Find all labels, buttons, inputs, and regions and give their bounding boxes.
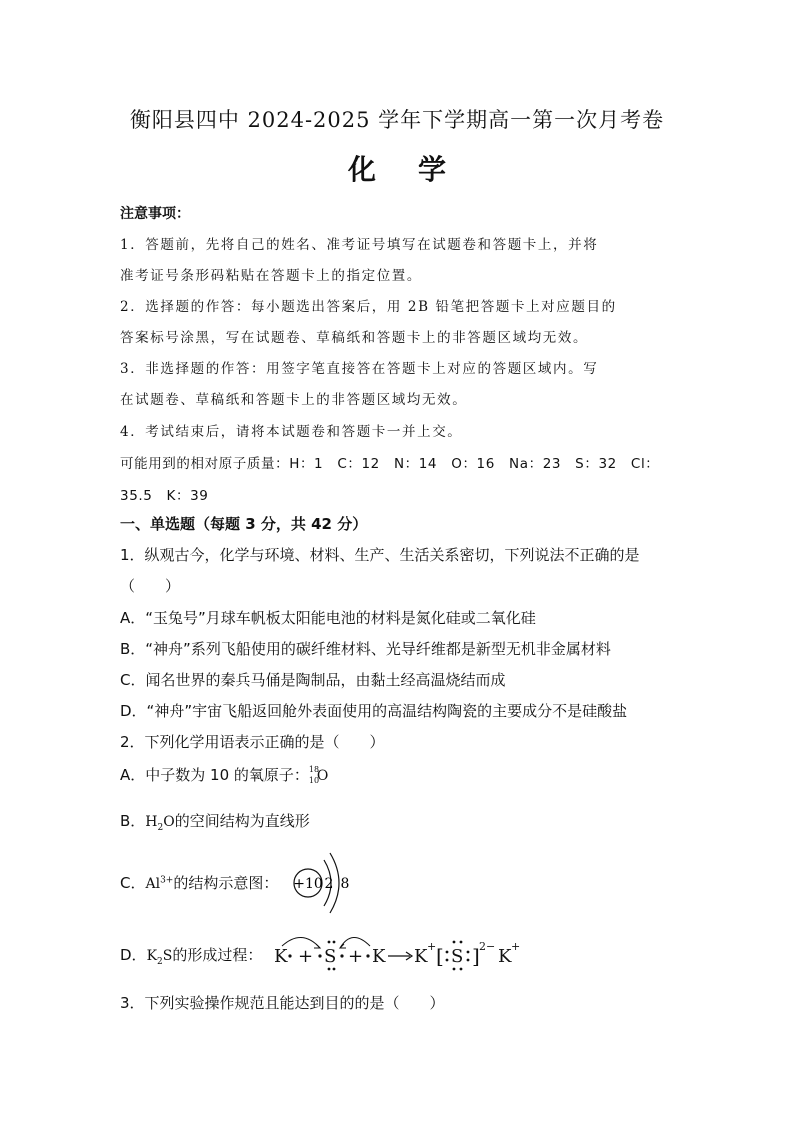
electron-dot (453, 941, 456, 944)
product-s: S (451, 946, 464, 967)
atomic-masses-line: 可能用到的相对原子质量：H：1 C：12 N：14 O：16 Na：23 S：32 Cl： (120, 456, 660, 472)
formula-sub: 2 (157, 822, 164, 833)
water-formula (145, 814, 175, 833)
aluminium-ion (145, 876, 173, 892)
option-c-prefix: C． (120, 874, 146, 892)
question-1-blank: （ ） (120, 577, 181, 595)
electron-dot (318, 954, 321, 957)
bracket-right: ] (472, 944, 480, 968)
notes-heading: 注意事项： (120, 206, 190, 222)
question-1-option-c: C．闻名世界的秦兵马俑是陶制品，由黏土经高温烧结而成 (120, 671, 506, 689)
question-2-option-d (120, 944, 262, 967)
electron-dot (328, 968, 331, 971)
note-line: 2．选择题的作答：每小题选出答案后，用 2B 铅笔把答题卡上对应题目的 (120, 299, 617, 315)
sulfide-charge: 2− (479, 940, 496, 953)
note-line: 准考证号条形码粘贴在答题卡上的指定位置。 (120, 268, 422, 284)
note-line: 答案标号涂黑，写在试题卷、草稿纸和答题卡上的非答题区域均无效。 (120, 330, 589, 346)
plus-sign: + (298, 946, 314, 967)
option-d-text: 的形成过程： (172, 946, 263, 964)
electron-dot (460, 968, 463, 971)
option-b-prefix: B． (120, 812, 146, 830)
electron-dot (446, 951, 449, 954)
mass-number: 18 (308, 764, 320, 774)
ion-charge: 3+ (160, 875, 174, 886)
electron-dot (467, 951, 470, 954)
formula-k: K (146, 948, 158, 964)
atomic-structure-diagram (286, 848, 356, 918)
electron-dot (333, 968, 336, 971)
formula-sub: 2 (157, 956, 163, 967)
section-heading: 一、单选题（每题 3 分，共 42 分） (120, 515, 368, 533)
reactant-k2: K (372, 946, 386, 967)
reactant-k1: K (274, 946, 288, 967)
atomic-number: 10 (308, 775, 320, 785)
question-1-stem: 1．纵观古今，化学与环境、材料、生产、生活关系密切，下列说法不正确的是 (120, 546, 640, 564)
electron-dot (460, 941, 463, 944)
option-d-prefix: D． (120, 946, 147, 964)
electron-dot (328, 941, 331, 944)
arrowhead (314, 944, 320, 948)
note-line: 1．答题前，先将自己的姓名、准考证号填写在试题卷和答题卡上，并将 (120, 237, 599, 253)
question-1-option-b: B．“神舟”系列飞船使用的碳纤维材料、光导纤维都是新型无机非金属材料 (120, 640, 611, 658)
potassium-sulfide-formula (146, 948, 173, 967)
question-2-option-c (120, 872, 278, 893)
electron-dot (446, 959, 449, 962)
electron-dot-formation-diagram (270, 930, 530, 974)
question-2-option-b (120, 810, 310, 833)
option-b-text: 的空间结构为直线形 (174, 812, 310, 830)
formula-s: S (162, 948, 173, 964)
bracket-left: [ (436, 944, 444, 968)
electron-dot (333, 941, 336, 944)
electron-dot (453, 968, 456, 971)
question-3-stem: 3．下列实验操作规范且能达到目的的是（ ） (120, 994, 445, 1012)
question-1-option-d: D．“神舟”宇宙飞船返回舱外表面使用的高温结构陶瓷的主要成分不是硅酸盐 (120, 702, 628, 720)
shell-2-electrons: 8 (340, 876, 350, 892)
question-1-option-a: A．“玉兔号”月球车帆板太阳能电池的材料是氮化硅或二氧化硅 (120, 609, 536, 627)
electron-dot (340, 954, 343, 957)
electron-dot (366, 954, 369, 957)
reactant-s: S (324, 946, 337, 967)
option-a-text: A．中子数为 10 的氧原子： (120, 766, 309, 784)
option-c-text: 的结构示意图： (173, 874, 279, 892)
note-line: 3．非选择题的作答：用签字笔直接答在答题卡上对应的答题区域内。写 (120, 361, 599, 377)
product-k2: K (498, 946, 512, 967)
nucleus-charge: +10 (293, 876, 323, 892)
note-line: 在试题卷、草稿纸和答题卡上的非答题区域均无效。 (120, 392, 468, 408)
product-k2-charge: + (511, 940, 521, 953)
question-2-stem: 2．下列化学用语表示正确的是（ ） (120, 733, 385, 751)
exam-title: 衡阳县四中 2024-2025 学年下学期高一第一次月考卷 (129, 108, 665, 132)
product-k1: K (414, 946, 428, 967)
formula-o: O (163, 814, 175, 830)
plus-sign: + (348, 946, 364, 967)
question-2-option-a (120, 764, 329, 785)
formula-h: H (145, 814, 158, 830)
oxygen-nuclide (308, 764, 329, 785)
electron-dot (467, 959, 470, 962)
product-k1-charge: + (427, 940, 437, 953)
electron-dot (288, 954, 291, 957)
shell-1-electrons: 2 (324, 876, 334, 892)
atomic-masses-line: 35.5 K：39 (120, 488, 209, 504)
note-line: 4．考试结束后，请将本试题卷和答题卡一并上交。 (120, 424, 463, 440)
ion-symbol: Al (145, 876, 161, 892)
subject-title: 化学 (347, 153, 488, 186)
element-symbol: O (316, 767, 329, 784)
